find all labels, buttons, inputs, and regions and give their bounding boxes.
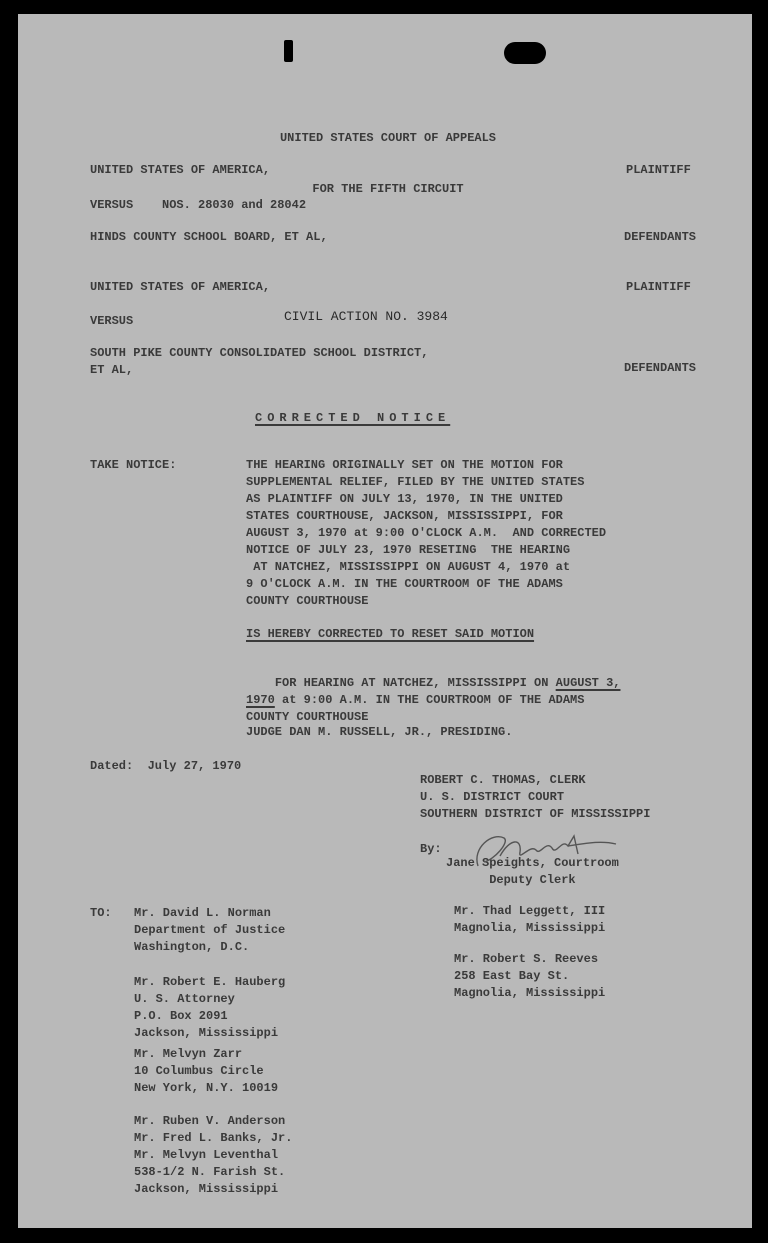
clerk-name: Jane Speights, Courtroom Deputy Clerk	[446, 856, 619, 887]
case1-defendant-role: DEFENDANTS	[624, 230, 697, 244]
case1-defendant: HINDS COUNTY SCHOOL BOARD, ET AL,	[90, 230, 328, 244]
recipient-reeves: Mr. Robert S. Reeves 258 East Bay St. Magnolia, Mississippi	[454, 952, 606, 1000]
reset-date-b: 1970	[246, 693, 275, 707]
case2-plaintiff-role: PLAINTIFF	[626, 280, 691, 294]
clerk-block: ROBERT C. THOMAS, CLERK U. S. DISTRICT COURT SOUTHERN DISTRICT OF MISSISSIPPI	[420, 773, 651, 821]
case2-defendant-role: DEFENDANTS	[624, 361, 697, 375]
recipients-to-label: TO:	[90, 906, 112, 920]
court-circuit: FOR THE FIFTH CIRCUIT	[312, 182, 464, 196]
reset-prefix: FOR HEARING AT NATCHEZ, MISSISSIPPI ON	[274, 676, 556, 690]
case2-plaintiff: UNITED STATES OF AMERICA,	[90, 280, 271, 294]
recipient-norman: Mr. David L. Norman Department of Justice Washington, D.C.	[134, 906, 286, 954]
document-page	[18, 14, 752, 1228]
court-name: UNITED STATES COURT OF APPEALS	[279, 131, 497, 145]
case2-defendant: SOUTH PIKE COUNTY CONSOLIDATED SCHOOL DISTRICT, ET AL,	[90, 346, 429, 377]
clerk-by-label: By:	[420, 842, 442, 856]
case2-versus: VERSUS	[90, 314, 134, 328]
notice-body: THE HEARING ORIGINALLY SET ON THE MOTION FOR SUPPLEMENTAL RELIEF, FILED BY THE UNITED STATES AS PLAINTIFF ON JULY 13, 1970, IN THE UNITED STATES COURTHOUSE, JACKSON, MISSISSIPPI, FOR AUGUST 3, 1970 at 9:00 O'CLOCK A.M. AND CORRECTED NOTICE OF JULY 23, 1970 RESETING THE HEARING AT NATCHEZ, MISSISSIPPI ON AUGUST 4, 1970 at 9 O'CLOCK A.M. IN THE COURTROOM OF THE ADAMS COUNTY COURTHOUSE	[246, 458, 607, 608]
recipient-zarr: Mr. Melvyn Zarr 10 Columbus Circle New York, N.Y. 10019	[134, 1047, 279, 1095]
dated-line: Dated: July 27, 1970	[90, 759, 242, 773]
reset-date-a: AUGUST 3,	[555, 676, 621, 690]
notice-title: CORRECTED NOTICE	[255, 411, 451, 425]
case1-plaintiff-role: PLAINTIFF	[626, 163, 691, 177]
take-notice-label: TAKE NOTICE:	[90, 458, 177, 472]
punch-hole-right	[504, 42, 546, 64]
punch-hole-left	[284, 40, 293, 62]
case1-versus: VERSUS NOS. 28030 and 28042	[90, 198, 307, 212]
clerk-signature	[470, 826, 620, 872]
case1-plaintiff: UNITED STATES OF AMERICA,	[90, 163, 271, 177]
corrected-line: IS HEREBY CORRECTED TO RESET SAID MOTION	[246, 627, 535, 641]
reset-rest: at 9:00 A.M. IN THE COURTROOM OF THE ADAMS COUNTY COURTHOUSE	[246, 693, 585, 724]
recipient-hauberg: Mr. Robert E. Hauberg U. S. Attorney P.O. Box 2091 Jackson, Mississippi	[134, 975, 286, 1040]
recipient-leggett: Mr. Thad Leggett, III Magnolia, Mississippi	[454, 904, 606, 935]
presiding-judge: JUDGE DAN M. RUSSELL, JR., PRESIDING.	[246, 725, 513, 739]
recipient-anderson-group: Mr. Ruben V. Anderson Mr. Fred L. Banks, Jr. Mr. Melvyn Leventhal 538-1/2 N. Farish St. Jackson, Mississippi	[134, 1114, 293, 1196]
civil-action-number: CIVIL ACTION NO. 3984	[284, 309, 448, 324]
